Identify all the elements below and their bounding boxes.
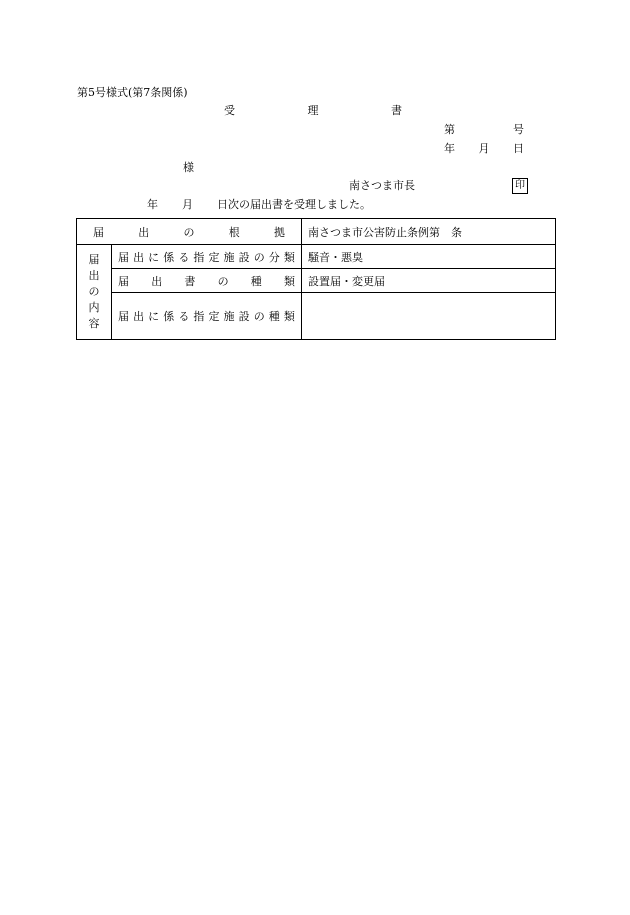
date-year: 年	[444, 142, 455, 155]
label-char: 施	[223, 310, 235, 323]
number-suffix: 号	[513, 123, 524, 136]
statement-year: 年	[147, 198, 158, 211]
row-label-facility-type	[112, 293, 302, 340]
label-char: 出	[151, 274, 163, 288]
label-char: 定	[208, 250, 220, 264]
label-char: の	[217, 274, 229, 288]
label-char: 拠	[274, 225, 285, 239]
row-label-notification-type	[112, 269, 302, 293]
label-char: 出	[133, 250, 145, 264]
acceptance-table	[76, 218, 556, 340]
label-char: 種	[268, 310, 280, 323]
label-char: 係	[163, 310, 175, 323]
row-value-facility-category: 騒音・悪臭	[302, 245, 556, 269]
addressee-suffix: 様	[183, 161, 194, 174]
label-char: 届	[118, 310, 129, 323]
label-char: 根	[228, 225, 240, 239]
label-char: 内	[88, 301, 100, 314]
label-char: の	[253, 250, 265, 264]
label-char: の	[88, 285, 100, 298]
label-char: 出	[133, 310, 145, 323]
label-char: 分	[268, 250, 280, 264]
label-char: 届	[118, 250, 129, 264]
label-char: 類	[283, 274, 295, 288]
label-char: 設	[238, 250, 250, 264]
number-prefix: 第	[444, 123, 455, 136]
document-title	[224, 105, 402, 116]
label-char: の	[253, 310, 265, 323]
seal-mark: 印	[512, 178, 528, 194]
label-char: 指	[193, 250, 205, 264]
basis-value: 南さつま市公害防止条例第 条	[302, 219, 556, 245]
title-char: 書	[391, 104, 402, 117]
statement-text: 日次の届出書を受理しました。	[217, 198, 371, 211]
table-row	[77, 293, 556, 340]
label-char: 類	[283, 250, 295, 264]
date-day: 日	[513, 142, 524, 155]
label-char: 届	[88, 253, 100, 266]
label-char: 定	[208, 310, 220, 323]
form-code: 第5号様式(第7条関係)	[77, 86, 188, 99]
label-char: 届	[93, 225, 104, 239]
title-char: 受	[224, 104, 235, 117]
table-row	[77, 245, 556, 269]
label-char: 係	[163, 250, 175, 264]
label-char: る	[178, 250, 190, 264]
issuer-name: 南さつま市長	[349, 179, 415, 192]
date-line	[444, 143, 524, 154]
title-char: 理	[307, 104, 319, 117]
label-char: に	[148, 310, 160, 323]
table-row	[77, 269, 556, 293]
basis-label	[77, 219, 302, 245]
label-char: 指	[193, 310, 205, 323]
label-char: 設	[238, 310, 250, 323]
number-line	[444, 124, 524, 135]
label-char: に	[148, 250, 160, 264]
content-side-label	[77, 245, 112, 340]
label-char: る	[178, 310, 190, 323]
label-char: 出	[138, 225, 150, 239]
label-char: 届	[118, 274, 129, 288]
statement-month: 月	[182, 198, 193, 211]
label-char: 種	[250, 274, 262, 288]
row-value-facility-type[interactable]	[302, 293, 556, 340]
date-month: 月	[478, 142, 490, 155]
label-char: 類	[283, 310, 295, 323]
row-value-notification-type: 設置届・変更届	[302, 269, 556, 293]
row-label-facility-category	[112, 245, 302, 269]
label-char: の	[183, 225, 195, 239]
label-char: 容	[88, 317, 100, 330]
label-char: 書	[184, 274, 196, 288]
statement	[147, 199, 371, 210]
label-char: 出	[88, 269, 100, 282]
table-row-basis	[77, 219, 556, 245]
label-char: 施	[223, 250, 235, 264]
